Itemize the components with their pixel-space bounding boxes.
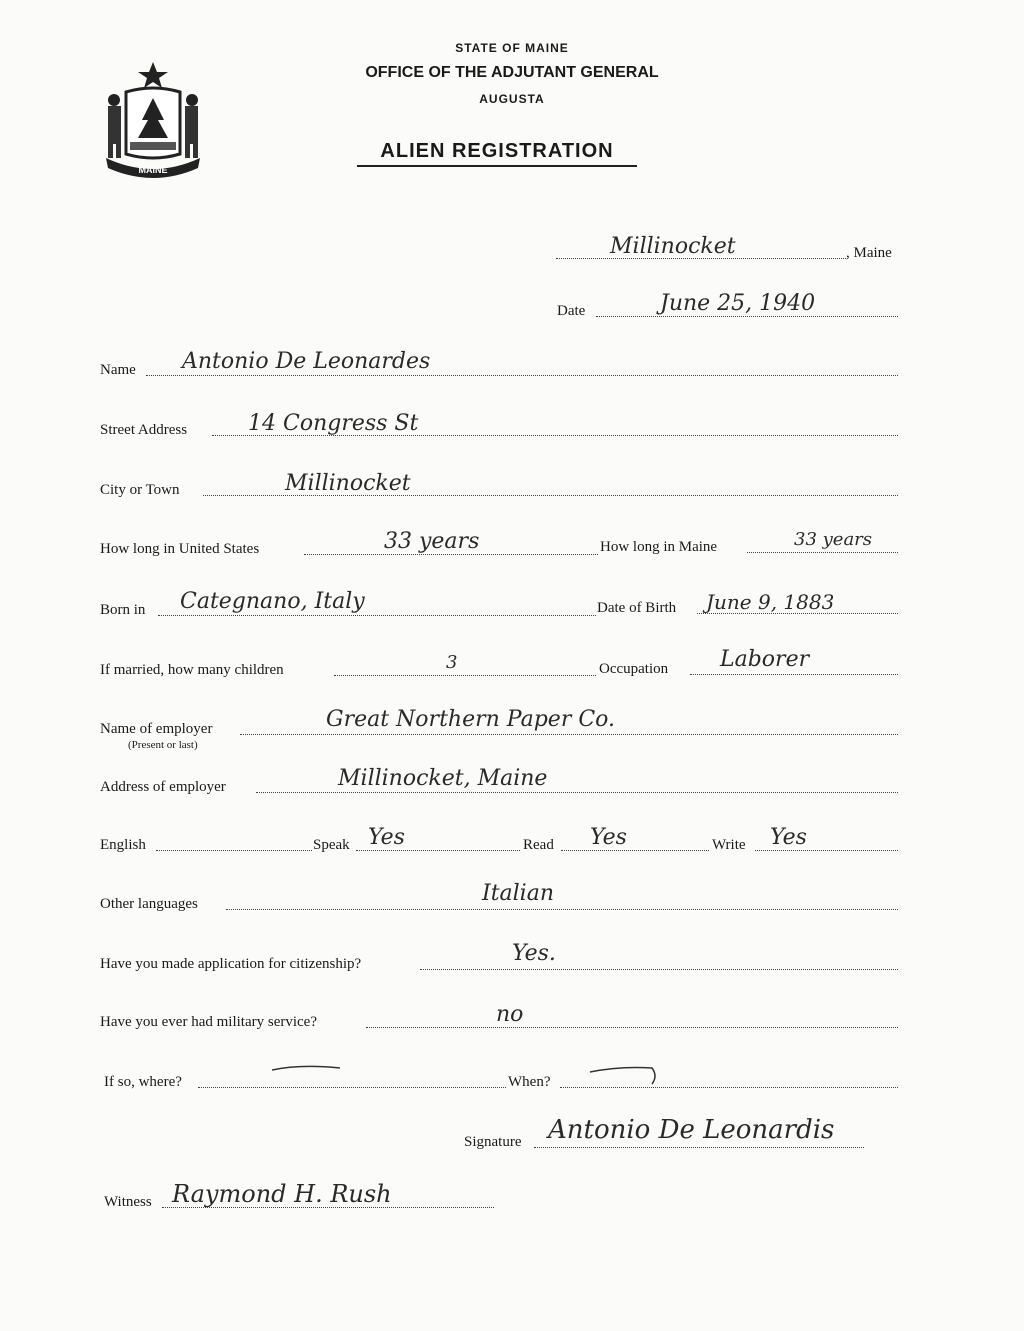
born-value: Categnano, Italy bbox=[180, 589, 365, 614]
city-value: Millinocket bbox=[285, 471, 411, 496]
dob-label: Date of Birth bbox=[597, 600, 677, 616]
employer-sublabel: (Present or last) bbox=[128, 739, 198, 751]
children-label: If married, how many children bbox=[100, 662, 284, 678]
name-value: Antonio De Leonardes bbox=[182, 349, 431, 374]
city-label: City or Town bbox=[100, 482, 180, 498]
when-label: When? bbox=[508, 1074, 551, 1090]
us-value: 33 years bbox=[384, 529, 480, 554]
dob-value: June 9, 1883 bbox=[706, 590, 835, 614]
citizenship-label: Have you made application for citizenship? bbox=[100, 956, 362, 972]
employer-label: Name of employer bbox=[100, 721, 213, 737]
occupation-label: Occupation bbox=[599, 661, 669, 677]
born-label: Born in bbox=[100, 602, 146, 618]
maine-value: 33 years bbox=[794, 529, 873, 550]
witness-value: Raymond H. Rush bbox=[172, 1180, 392, 1208]
state-heading: STATE OF MAINE bbox=[455, 41, 569, 55]
write-value: Yes bbox=[770, 825, 807, 850]
street-label: Street Address bbox=[100, 422, 188, 438]
other-languages-value: Italian bbox=[482, 881, 555, 906]
read-value: Yes bbox=[590, 825, 627, 850]
read-label: Read bbox=[523, 837, 554, 853]
citizenship-value: Yes. bbox=[512, 941, 556, 966]
witness-label: Witness bbox=[104, 1194, 152, 1210]
name-label: Name bbox=[100, 362, 136, 378]
write-label: Write bbox=[712, 837, 746, 853]
children-value: 3 bbox=[446, 652, 458, 673]
blank-dash-marks bbox=[260, 1058, 680, 1088]
military-label: Have you ever had military service? bbox=[100, 1014, 317, 1030]
seal-text: MAINE bbox=[138, 165, 168, 175]
employer-address-value: Millinocket, Maine bbox=[338, 766, 548, 791]
occupation-value: Laborer bbox=[720, 647, 810, 672]
employer-address-label: Address of employer bbox=[100, 779, 226, 795]
employer-value: Great Northern Paper Co. bbox=[326, 707, 616, 732]
place-value: Millinocket bbox=[610, 234, 736, 259]
date-label: Date bbox=[557, 303, 586, 319]
date-value: June 25, 1940 bbox=[660, 291, 816, 316]
form-title: ALIEN REGISTRATION bbox=[357, 140, 637, 167]
speak-value: Yes bbox=[368, 825, 405, 850]
english-label: English bbox=[100, 837, 146, 853]
signature-label: Signature bbox=[464, 1134, 522, 1150]
place-suffix: , Maine bbox=[846, 245, 892, 261]
us-label: How long in United States bbox=[100, 541, 260, 557]
maine-label: How long in Maine bbox=[600, 539, 718, 555]
where-label: If so, where? bbox=[104, 1074, 182, 1090]
city-heading: AUGUSTA bbox=[479, 92, 545, 106]
speak-label: Speak bbox=[313, 837, 350, 853]
office-heading: OFFICE OF THE ADJUTANT GENERAL bbox=[365, 64, 659, 81]
signature-value: Antonio De Leonardis bbox=[548, 1115, 835, 1145]
other-languages-label: Other languages bbox=[100, 896, 198, 912]
street-value: 14 Congress St bbox=[248, 411, 419, 436]
military-value: no bbox=[496, 1002, 524, 1027]
